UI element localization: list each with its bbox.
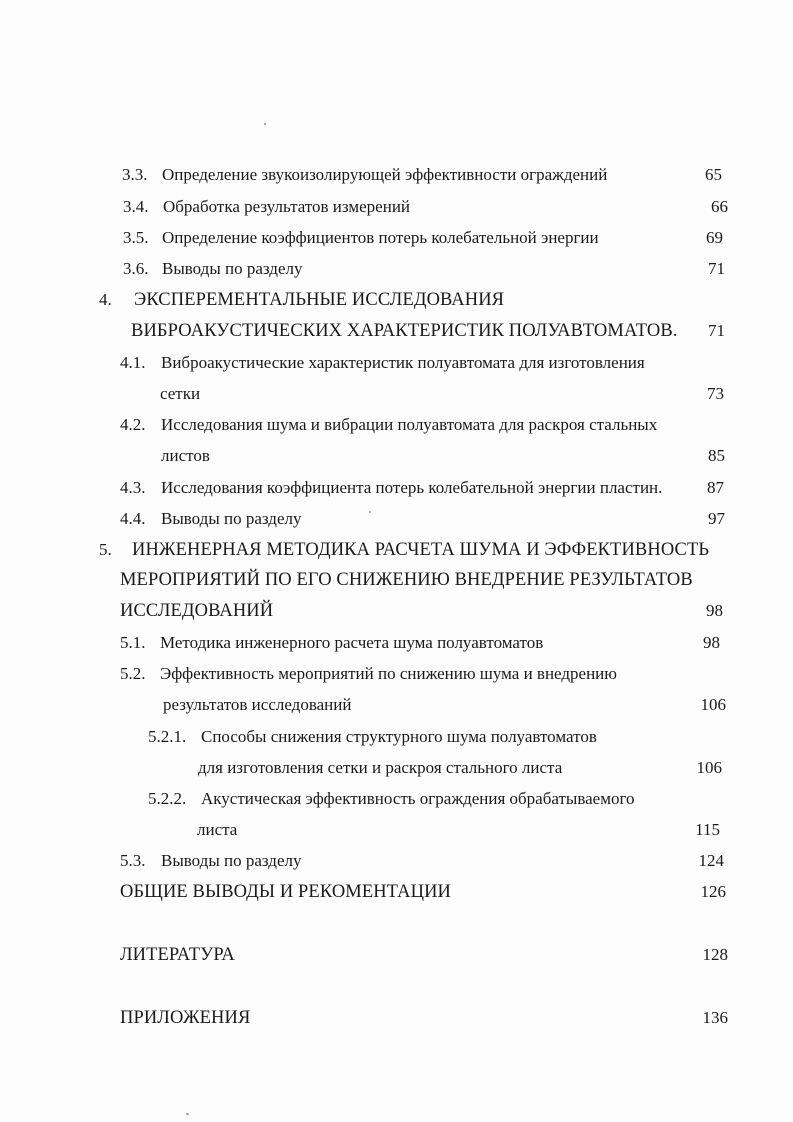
toc-chapter-continuation — [0, 567, 793, 593]
toc-entry-page: 115 — [695, 820, 720, 839]
toc-entry-title: ЭКСПЕРЕМЕНТАЛЬНЫЕ ИССЛЕДОВАНИЯ — [134, 290, 505, 310]
toc-entry-title: Определение коэффициентов потерь колебательной энергии — [162, 228, 599, 247]
toc-entry — [0, 661, 793, 687]
toc-entry — [0, 412, 793, 438]
toc-entry-number: 3.6. — [123, 259, 149, 278]
toc-entry-title: Исследования коэффициента потерь колебательной энергии пластин. — [161, 478, 663, 497]
toc-entry — [0, 506, 793, 532]
toc-entry-title: листа — [197, 820, 238, 839]
toc-entry — [0, 630, 793, 656]
toc-entry-number: 4.2. — [120, 415, 146, 434]
toc-entry-continuation — [0, 443, 793, 469]
toc-entry-title: МЕРОПРИЯТИЙ ПО ЕГО СНИЖЕНИЮ ВНЕДРЕНИЕ РЕЗУЛЬТАТОВ — [120, 570, 693, 590]
toc-entry-page: 85 — [708, 446, 725, 465]
toc-entry-page: 71 — [708, 321, 725, 340]
toc-entry — [0, 724, 793, 750]
toc-entry — [0, 848, 793, 874]
toc-entry-number: 4.1. — [120, 353, 146, 372]
scan-speck — [369, 511, 371, 513]
toc-entry-number: 5.1. — [120, 633, 146, 652]
toc-entry-number: 4.4. — [120, 509, 146, 528]
toc-entry-title: ЛИТЕРАТУРА — [120, 945, 235, 965]
toc-entry-page: 98 — [706, 601, 723, 620]
toc-section — [0, 942, 793, 968]
toc-entry-number: 5. — [99, 540, 112, 559]
toc-entry — [0, 350, 793, 376]
toc-entry-title: Обработка результатов измерений — [163, 197, 411, 216]
toc-entry-title: ИССЛЕДОВАНИЙ — [120, 601, 274, 621]
toc-entry-page: 87 — [707, 478, 724, 497]
toc-entry-page: 124 — [698, 851, 724, 870]
toc-chapter-continuation — [0, 318, 793, 344]
toc-chapter — [0, 537, 793, 563]
toc-entry-page: 128 — [702, 945, 728, 964]
toc-entry-number: 5.3. — [120, 851, 146, 870]
toc-entry-page: 126 — [700, 882, 726, 901]
toc-entry-title: ВИБРОАКУСТИЧЕСКИХ ХАРАКТЕРИСТИК ПОЛУАВТОМАТОВ. — [131, 321, 678, 341]
toc-entry-number: 3.4. — [123, 197, 149, 216]
toc-entry — [0, 786, 793, 812]
toc-entry-title: ИНЖЕНЕРНАЯ МЕТОДИКА РАСЧЕТА ШУМА И ЭФФЕКТИВНОСТЬ — [132, 540, 710, 560]
toc-entry-number: 3.3. — [122, 165, 148, 184]
toc-entry — [0, 256, 793, 282]
toc-entry-continuation — [0, 817, 793, 843]
toc-entry-continuation — [0, 381, 793, 407]
toc-entry — [0, 475, 793, 501]
toc-entry-page: 66 — [711, 197, 728, 216]
scan-speck — [264, 123, 266, 125]
toc-entry-title: Выводы по разделу — [162, 259, 303, 278]
toc-entry-number: 4. — [99, 290, 112, 309]
toc-entry-title: сетки — [160, 384, 201, 403]
toc-entry — [0, 225, 793, 251]
toc-entry-page: 106 — [696, 758, 722, 777]
toc-entry-title: Акустическая эффективность ограждения обрабатываемого — [201, 789, 635, 808]
toc-entry-title: результатов исследований — [163, 695, 352, 714]
toc-entry — [0, 194, 793, 220]
toc-entry-title: Виброакустические характеристик полуавтомата для изготовления — [161, 353, 645, 372]
scan-speck — [186, 1113, 189, 1115]
toc-section — [0, 879, 793, 905]
toc-entry-page: 65 — [705, 165, 722, 184]
toc-chapter-continuation — [0, 598, 793, 624]
toc-entry-page: 97 — [708, 509, 725, 528]
toc-entry-title: Определение звукоизолирующей эффективности ограждений — [162, 165, 608, 184]
toc-entry — [0, 162, 793, 188]
toc-entry-number: 5.2.1. — [148, 727, 187, 746]
toc-entry-number: 5.2.2. — [148, 789, 187, 808]
toc-entry-page: 73 — [707, 384, 724, 403]
toc-entry-number: 3.5. — [123, 228, 149, 247]
toc-chapter — [0, 287, 793, 313]
toc-entry-page: 98 — [703, 633, 720, 652]
toc-entry-title: для изготовления сетки и раскроя стального листа — [198, 758, 563, 777]
toc-entry-title: листов — [161, 446, 210, 465]
toc-entry-title: Исследования шума и вибрации полуавтомата для раскроя стальных — [161, 415, 658, 434]
toc-entry-title: Способы снижения структурного шума полуавтоматов — [201, 727, 597, 746]
toc-entry-title: Методика инженерного расчета шума полуавтоматов — [160, 633, 544, 652]
toc-section — [0, 1005, 793, 1031]
toc-entry-continuation — [0, 692, 793, 718]
toc-entry-page: 136 — [702, 1008, 728, 1027]
toc-entry-title: Эффективность мероприятий по снижению шума и внедрению — [160, 664, 617, 683]
toc-entry-page: 69 — [706, 228, 723, 247]
toc-entry-title: Выводы по разделу — [161, 509, 302, 528]
toc-entry-continuation — [0, 755, 793, 781]
toc-entry-page: 106 — [700, 695, 726, 714]
toc-entry-number: 4.3. — [120, 478, 146, 497]
toc-entry-title: Выводы по разделу — [161, 851, 302, 870]
toc-entry-title: ПРИЛОЖЕНИЯ — [120, 1008, 251, 1028]
toc-entry-page: 71 — [708, 259, 725, 278]
toc-entry-number: 5.2. — [120, 664, 146, 683]
toc-entry-title: ОБЩИЕ ВЫВОДЫ И РЕКОМЕНТАЦИИ — [120, 882, 452, 902]
